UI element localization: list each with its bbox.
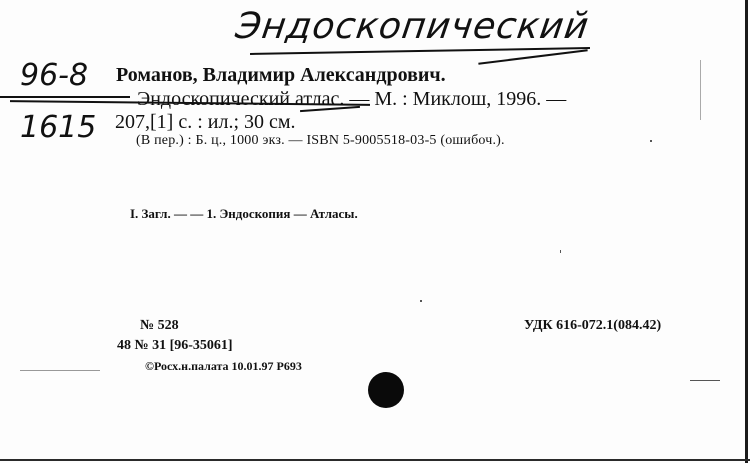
- physical-description: 207,[1] с. : ил.; 30 см.: [115, 111, 296, 133]
- binding-and-isbn: (В пер.) : Б. ц., 1000 экз. — ISBN 5-9005518-03-5 (ошибоч.).: [136, 133, 505, 148]
- scan-speck: [700, 60, 701, 120]
- handwritten-shelf-mark: 96-8: [20, 58, 89, 93]
- card-number: № 528: [140, 318, 179, 333]
- printer-imprint: ©Росх.н.палата 10.01.97 Р693: [145, 359, 302, 373]
- card-right-edge: [745, 0, 748, 463]
- subject-tracings: I. Загл. — — 1. Эндоскопия — Атласы.: [130, 206, 358, 221]
- card-bottom-edge: [0, 459, 750, 461]
- udc-classification: УДК 616-072.1(084.42): [524, 318, 662, 333]
- scan-speck: [20, 370, 100, 371]
- scan-speck: [690, 380, 720, 381]
- scan-speck: [420, 300, 422, 302]
- author-pen-stroke: [478, 49, 587, 64]
- shelf-mark-divider: [0, 96, 130, 98]
- card-punch-hole: [368, 372, 404, 408]
- registration-number: 48 № 31 [96-35061]: [117, 338, 233, 353]
- handwritten-inventory-number: 1615: [20, 110, 97, 145]
- handwritten-subject-heading: Эндоскопический: [233, 6, 592, 47]
- author-heading: Романов, Владимир Александрович.: [116, 64, 446, 86]
- scan-speck: [650, 140, 652, 142]
- scan-speck: [560, 250, 561, 253]
- subject-underline: [250, 47, 590, 55]
- title-statement: Эндоскопический атлас. — М. : Миклош, 1996. —: [137, 88, 567, 110]
